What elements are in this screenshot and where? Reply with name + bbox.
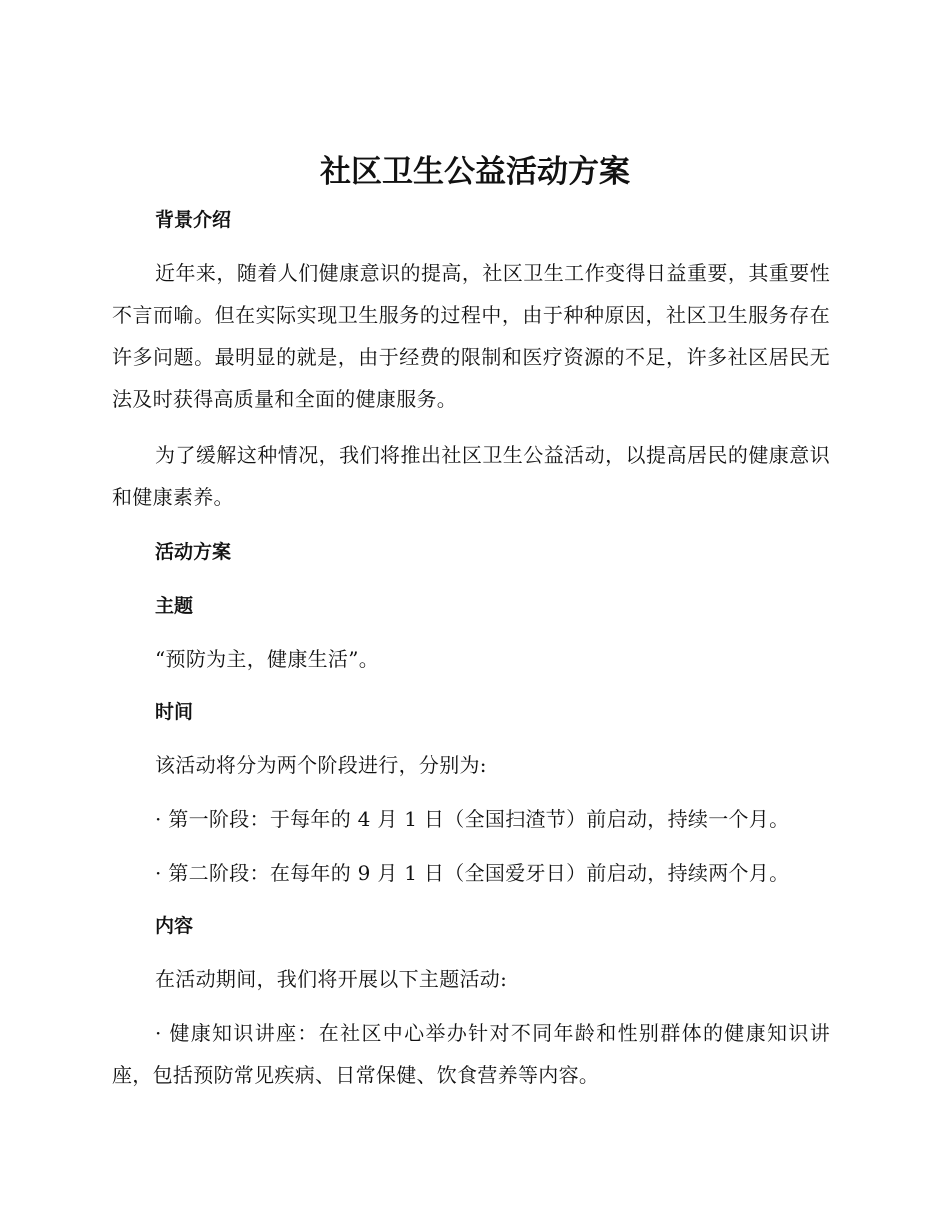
document-body — [112, 200, 830, 1096]
background-paragraph-2: 为了缓解这种情况，我们将推出社区卫生公益活动，以提高居民的健康意识和健康素养。 — [112, 443, 830, 509]
section-heading-background: 背景介绍 — [155, 209, 232, 231]
content-intro: 在活动期间，我们将开展以下主题活动: — [155, 967, 508, 991]
time-stage-2: · 第二阶段：在每年的 9 月 1 日（全国爱牙日）前启动，持续两个月。 — [155, 861, 790, 885]
time-stage-1: · 第一阶段：于每年的 4 月 1 日（全国扫渣节）前启动，持续一个月。 — [155, 807, 790, 831]
theme-text: “预防为主，健康生活”。 — [155, 647, 380, 671]
content-item-1: · 健康知识讲座：在社区中心举办针对不同年龄和性别群体的健康知识讲座，包括预防常见疾病、日常保健、饮食营养等内容。 — [112, 1021, 830, 1087]
section-heading-content: 内容 — [155, 915, 194, 937]
document-title: 社区卫生公益活动方案 — [320, 154, 630, 190]
section-heading-time: 时间 — [155, 701, 194, 723]
section-heading-theme: 主题 — [155, 595, 194, 617]
section-heading-plan: 活动方案 — [155, 541, 232, 563]
background-paragraph-1: 近年来，随着人们健康意识的提高，社区卫生工作变得日益重要，其重要性不言而喻。但在实际实现卫生服务的过程中，由于种种原因，社区卫生服务存在许多问题。最明显的就是，由于经费的限制和医疗资源的不足，许多社区居民无法及时获得高质量和全面的健康服务。 — [112, 261, 830, 411]
time-intro: 该活动将分为两个阶段进行，分别为: — [155, 753, 487, 777]
